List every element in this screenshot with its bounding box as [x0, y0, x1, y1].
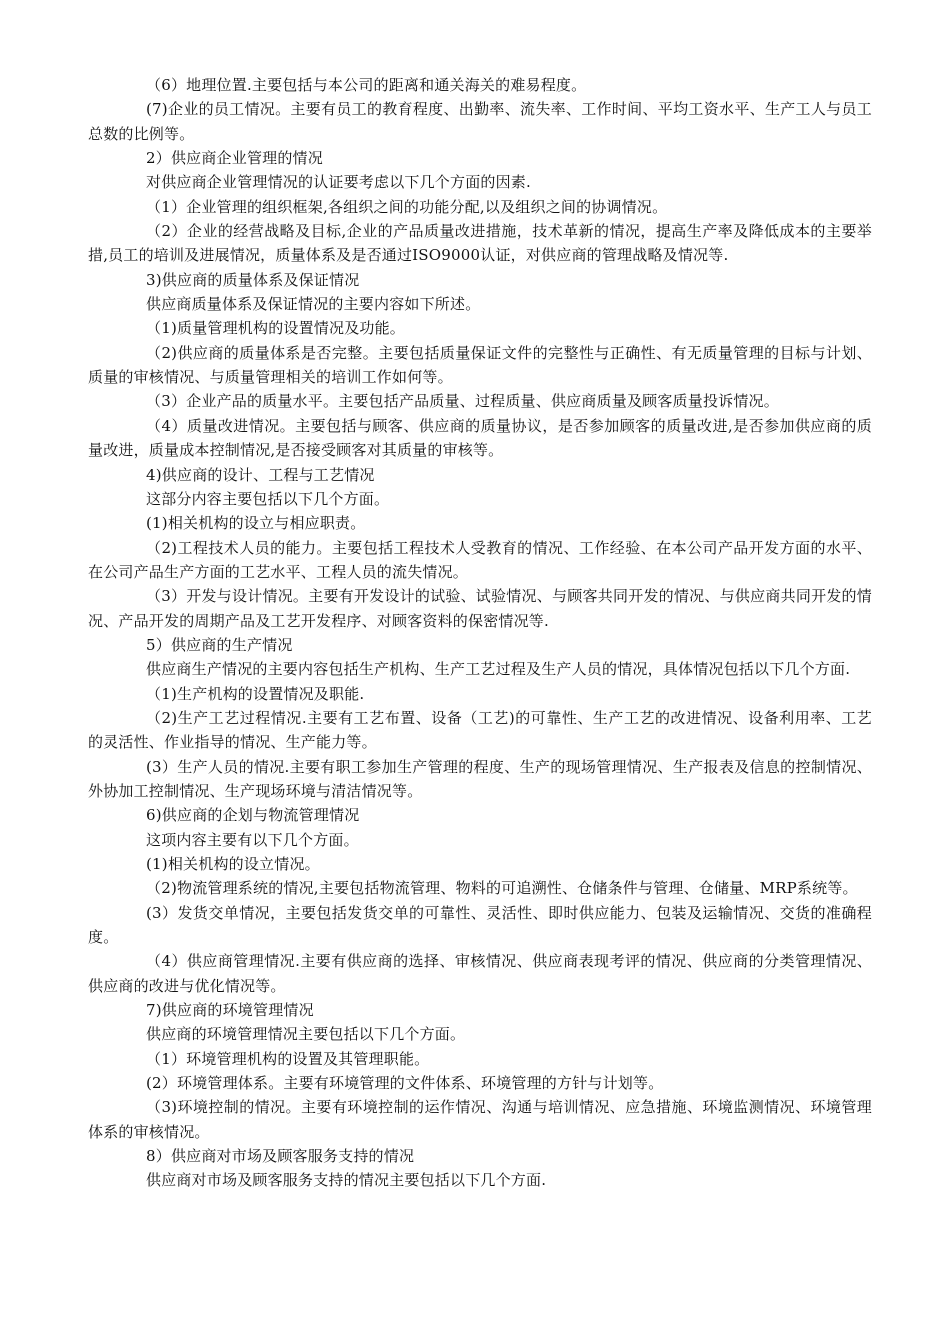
paragraph: 5）供应商的生产情况 — [146, 635, 293, 654]
paragraph: （2）企业的经营战略及目标,企业的产品质量改进措施，技术革新的情况，提高生产率及降低成本的主要举措,员工的培训及进展情况，质量体系及是否通过ISO9000认证，对供应商的管理战略及情况等. — [88, 222, 872, 265]
paragraph: (3）发货交单情况，主要包括发货交单的可靠性、灵活性、即时供应能力、包装及运输情况、交货的准确程度。 — [88, 903, 872, 947]
document-body — [88, 73, 872, 1193]
paragraph: (7)企业的员工情况。主要有员工的教育程度、出勤率、流失率、工作时间、平均工资水平、生产工人与员工总数的比例等。 — [88, 100, 872, 143]
paragraph: （1)质量管理机构的设置情况及功能。 — [146, 319, 405, 338]
paragraph: 供应商的环境管理情况主要包括以下几个方面。 — [146, 1025, 466, 1044]
paragraph: （3）开发与设计情况。主要有开发设计的试验、试验情况、与顾客共同开发的情况、与供应商共同开发的情况、产品开发的周期产品及工艺开发程序、对顾客资料的保密情况等. — [88, 587, 872, 630]
paragraph: 对供应商企业管理情况的认证要考虑以下几个方面的因素. — [146, 173, 531, 192]
paragraph: （6）地理位置.主要包括与本公司的距离和通关海关的难易程度。 — [146, 76, 587, 94]
paragraph: 3)供应商的质量体系及保证情况 — [146, 270, 360, 289]
paragraph: （3）企业产品的质量水平。主要包括产品质量、过程质量、供应商质量及顾客质量投诉情况。 — [146, 392, 779, 411]
paragraph: （2)供应商的质量体系是否完整。主要包括质量保证文件的完整性与正确性、有无质量管理的目标与计划、质量的审核情况、与质量管理相关的培训工作如何等。 — [88, 343, 872, 387]
paragraph: 供应商质量体系及保证情况的主要内容如下所述。 — [146, 295, 481, 314]
paragraph: 这部分内容主要包括以下几个方面。 — [146, 489, 390, 508]
paragraph: 供应商对市场及顾客服务支持的情况主要包括以下几个方面. — [146, 1171, 547, 1190]
paragraph: 8）供应商对市场及顾客服务支持的情况 — [146, 1147, 415, 1166]
paragraph: （2)生产工艺过程情况.主要有工艺布置、设备（工艺)的可靠性、生产工艺的改进情况、设备利用率、工艺的灵活性、作业指导的情况、生产能力等。 — [88, 708, 872, 752]
paragraph: 7)供应商的环境管理情况 — [146, 1001, 314, 1020]
paragraph: 2）供应商企业管理的情况 — [146, 149, 323, 168]
paragraph: 6)供应商的企划与物流管理情况 — [146, 806, 360, 825]
paragraph: （2)工程技术人员的能力。主要包括工程技术人受教育的情况、工作经验、在本公司产品开发方面的水平、在公司产品生产方面的工艺水平、工程人员的流失情况。 — [88, 538, 872, 581]
paragraph: (1)相关机构的设立情况。 — [146, 855, 320, 873]
paragraph: 这项内容主要有以下几个方面。 — [146, 830, 359, 849]
paragraph: (3）生产人员的情况.主要有职工参加生产管理的程度、生产的现场管理情况、生产报表及信息的控制情况、外协加工控制情况、生产现场环境与清洁情况等。 — [88, 757, 872, 800]
paragraph: （3)环境控制的情况。主要有环境控制的运作情况、沟通与培训情况、应急措施、环境监测情况、环境管理体系的审核情况。 — [88, 1098, 872, 1141]
paragraph: (1)相关机构的设立与相应职责。 — [146, 514, 366, 533]
paragraph: （1)生产机构的设置情况及职能. — [146, 684, 365, 703]
paragraph: （4）质量改进情况。主要包括与顾客、供应商的质量协议，是否参加顾客的质量改进,是否参加供应商的质量改进，质量成本控制情况,是否接受顾客对其质量的审核等。 — [88, 416, 872, 460]
paragraph: （1）企业管理的组织框架,各组织之间的功能分配,以及组织之间的协调情况。 — [146, 197, 668, 216]
paragraph: 供应商生产情况的主要内容包括生产机构、生产工艺过程及生产人员的情况，具体情况包括以下几个方面. — [146, 660, 851, 679]
paragraph: (2）环境管理体系。主要有环境管理的文件体系、环境管理的方针与计划等。 — [146, 1074, 664, 1093]
paragraph: 4)供应商的设计、工程与工艺情况 — [146, 465, 375, 484]
paragraph: （4）供应商管理情况.主要有供应商的选择、审核情况、供应商表现考评的情况、供应商的分类管理情况、供应商的改进与优化情况等。 — [88, 952, 872, 995]
paragraph: （1）环境管理机构的设置及其管理职能。 — [146, 1049, 430, 1068]
paragraph: （2)物流管理系统的情况,主要包括物流管理、物料的可追溯性、仓储条件与管理、仓储量、MRP系统等。 — [146, 879, 858, 898]
